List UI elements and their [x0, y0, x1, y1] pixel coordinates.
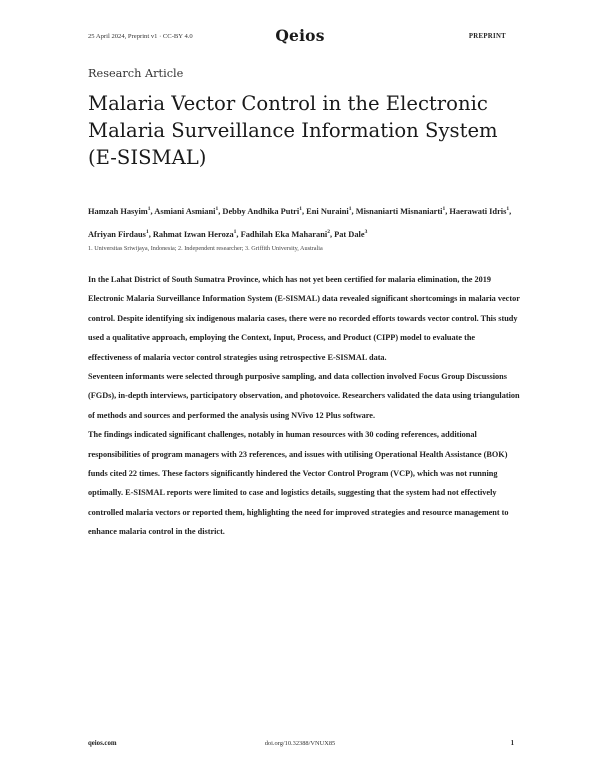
abstract: [88, 270, 520, 542]
author-affiliation-marker: 1: [299, 206, 302, 212]
abstract-paragraph: Seventeen informants were selected through purposive sampling, and data collection involved Focus Group Discussions (FGDs), in-depth interviews, participatory observation, and photovoice. Researchers validated the data using triangulation of methods and sources and performed the analysis using NVivo 12 Plus software.: [88, 372, 520, 420]
author-name: Misnaniarti Misnaniarti: [355, 206, 443, 216]
author-name: Pat Dale: [334, 229, 365, 239]
preprint-label: PREPRINT: [468, 33, 506, 40]
page-number: 1: [510, 740, 514, 747]
author-affiliation-marker: 1: [215, 206, 219, 212]
author-item[interactable]: [241, 230, 330, 239]
author-name: Debby Andhika Putri: [222, 206, 300, 216]
abstract-paragraph: In the Lahat District of South Sumatra Province, which has not yet been certified for malaria elimination, the 2019 Electronic Malaria Surveillance Information System (E-SISMAL) data revealed significant shortcomings in malaria vector control. Despite identifying six indigenous malaria cases, there were no recorded efforts towards vector control. This study used a qualitative approach, employing the Context, Input, Process, and Product (CIPP) model to evaluate the effectiveness of malaria vector control strategies using retrospective E-SISMAL data.: [88, 275, 520, 362]
footer-site-link[interactable]: qeios.com: [88, 740, 117, 747]
author-affiliation-marker: 2: [327, 228, 330, 235]
author-name: Fadhilah Eka Maharani: [240, 229, 328, 239]
author-name: Asmiani Asmiani: [154, 206, 216, 216]
author-item[interactable]: [356, 207, 446, 216]
author-item[interactable]: [153, 230, 237, 239]
article-title: Malaria Vector Control in the Electronic Malaria Surveillance Information System (E-SISMAL): [88, 92, 498, 169]
author-name: Afriyan Firdaus: [88, 229, 146, 239]
author-name: Haerawati Idris: [449, 206, 507, 216]
qeios-logo[interactable]: Qeios: [275, 26, 325, 45]
author-affiliation-marker: 1: [506, 206, 510, 212]
author-item[interactable]: [88, 207, 151, 216]
author-item[interactable]: [449, 207, 509, 216]
author-affiliation-marker: 1: [145, 228, 149, 235]
author-item[interactable]: [306, 207, 351, 216]
author-affiliation-marker: 1: [442, 206, 446, 212]
author-item[interactable]: [334, 230, 367, 239]
author-item[interactable]: [154, 207, 218, 216]
author-item[interactable]: [88, 230, 149, 239]
author-affiliation-marker: 1: [348, 206, 352, 212]
footer-doi-link[interactable]: doi.org/10.32388/VNUX85: [264, 740, 336, 747]
author-list: Hamzah Hasyim$^1$, Asmiani Asmiani$^1$, Debby Andhika Putri$^1$, Eni Nuraini$^1$, Misnaniarti Misnaniarti$^1$, Haerawati Idris$^1$, Afriyan Firdaus$^1$, Rahmat Izwan Heroza$^1$, Fadhilah Eka Maharani$^2$, Pat Dale$^3$: [88, 206, 512, 239]
author-affiliation-marker: 1: [147, 206, 151, 212]
preprint-meta: 25 April 2024, Preprint v1 · CC-BY 4.0: [88, 33, 193, 40]
article-type: Research Article: [88, 67, 184, 80]
abstract-paragraph: The findings indicated significant challenges, notably in human resources with 30 coding references, additional responsibilities of program managers with 23 references, and issues with utilising Operational Health Assistance (BOK) funds cited 22 times. These factors significantly hindered the Vector Control Program (VCP), which was not running optimally. E-SISMAL reports were limited to case and logistics details, suggesting that the system had not effectively controlled malaria vectors or reported them, highlighting the need for improved strategies and resource management to enhance malaria control in the district.: [88, 430, 509, 537]
author-affiliation-marker: 1: [233, 228, 237, 235]
author-affiliation-marker: 3: [364, 228, 368, 235]
page-header: [0, 24, 600, 50]
author-name: Hamzah Hasyim: [88, 206, 148, 216]
author-name: Rahmat Izwan Heroza: [152, 229, 234, 239]
author-item[interactable]: [222, 207, 302, 216]
affiliations: 1. Universitas Sriwijaya, Indonesia; 2. Independent researcher; 3. Griffith University, Australia: [88, 245, 323, 252]
author-name: Eni Nuraini: [306, 206, 349, 216]
